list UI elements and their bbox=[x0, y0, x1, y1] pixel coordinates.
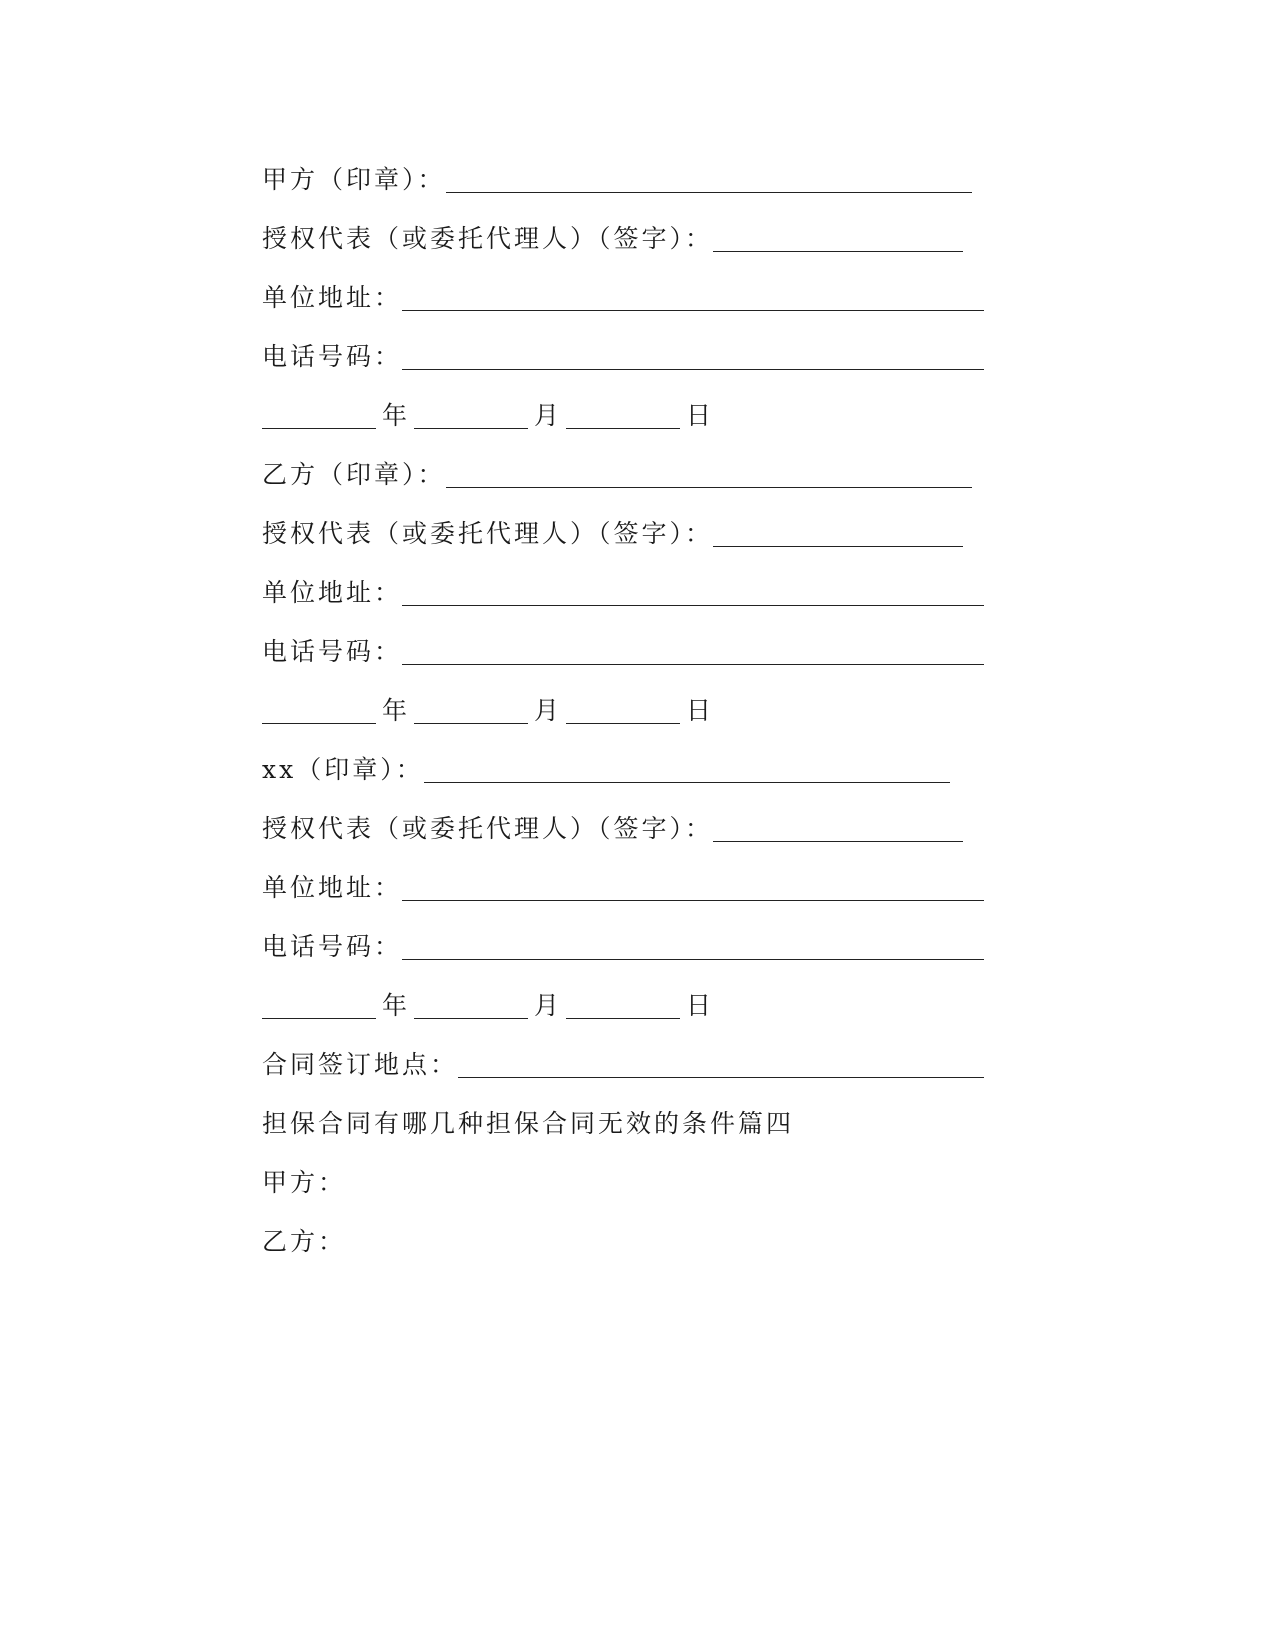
party-c-day-blank[interactable] bbox=[566, 1017, 680, 1019]
party-c-address-label: 单位地址： bbox=[262, 873, 403, 902]
party-b-year-blank[interactable] bbox=[262, 722, 376, 724]
party-a-rep-line bbox=[262, 215, 963, 255]
section-title: 担保合同有哪几种担保合同无效的条件篇四 bbox=[262, 1109, 795, 1138]
party-c-phone-label: 电话号码： bbox=[262, 932, 403, 961]
party-b-seal-label: 乙方（印章）： bbox=[262, 460, 446, 489]
party-c-day-label: 日 bbox=[686, 991, 715, 1020]
party-c-phone-line bbox=[262, 923, 984, 963]
party-b-month-label: 月 bbox=[534, 696, 563, 725]
party-b-year-label: 年 bbox=[382, 696, 411, 725]
party-a-rep-label: 授权代表（或委托代理人）（签字）： bbox=[262, 224, 714, 253]
party-c-phone-blank[interactable] bbox=[402, 958, 984, 960]
next-party-b-label: 乙方： bbox=[262, 1227, 347, 1256]
signing-place-label: 合同签订地点： bbox=[262, 1050, 459, 1079]
party-a-seal-line bbox=[262, 156, 972, 196]
party-b-address-line bbox=[262, 569, 984, 609]
party-b-seal-blank[interactable] bbox=[446, 486, 972, 488]
party-c-seal-blank[interactable] bbox=[424, 781, 950, 783]
next-party-b-line bbox=[262, 1218, 346, 1258]
party-a-address-blank[interactable] bbox=[402, 309, 984, 311]
party-b-address-label: 单位地址： bbox=[262, 578, 403, 607]
party-c-address-blank[interactable] bbox=[402, 899, 984, 901]
party-b-day-blank[interactable] bbox=[566, 722, 680, 724]
signing-place-blank[interactable] bbox=[458, 1076, 984, 1078]
party-a-phone-blank[interactable] bbox=[402, 368, 984, 370]
section-title-line bbox=[262, 1100, 794, 1140]
party-a-phone-label: 电话号码： bbox=[262, 342, 403, 371]
party-b-month-blank[interactable] bbox=[414, 722, 528, 724]
party-b-phone-blank[interactable] bbox=[402, 663, 984, 665]
party-c-year-label: 年 bbox=[382, 991, 411, 1020]
party-a-day-label: 日 bbox=[686, 401, 715, 430]
party-a-phone-line bbox=[262, 333, 984, 373]
party-a-seal-blank[interactable] bbox=[446, 191, 972, 193]
party-c-seal-label: xx（印章）： bbox=[262, 755, 424, 784]
party-a-day-blank[interactable] bbox=[566, 427, 680, 429]
party-c-seal-line bbox=[262, 746, 950, 786]
party-c-month-blank[interactable] bbox=[414, 1017, 528, 1019]
party-a-rep-blank[interactable] bbox=[713, 250, 963, 252]
party-a-year-blank[interactable] bbox=[262, 427, 376, 429]
party-b-phone-label: 电话号码： bbox=[262, 637, 403, 666]
party-a-year-label: 年 bbox=[382, 401, 411, 430]
party-c-month-label: 月 bbox=[534, 991, 563, 1020]
party-b-phone-line bbox=[262, 628, 984, 668]
party-a-address-label: 单位地址： bbox=[262, 283, 403, 312]
next-party-a-line bbox=[262, 1159, 346, 1199]
party-a-seal-label: 甲方（印章）： bbox=[262, 165, 446, 194]
party-a-address-line bbox=[262, 274, 984, 314]
party-b-day-label: 日 bbox=[686, 696, 715, 725]
party-c-rep-line bbox=[262, 805, 963, 845]
party-c-address-line bbox=[262, 864, 984, 904]
party-a-month-label: 月 bbox=[534, 401, 563, 430]
party-b-rep-blank[interactable] bbox=[713, 545, 963, 547]
party-c-date-line bbox=[262, 982, 718, 1022]
party-b-date-line bbox=[262, 687, 718, 727]
party-a-month-blank[interactable] bbox=[414, 427, 528, 429]
party-c-rep-blank[interactable] bbox=[713, 840, 963, 842]
party-c-year-blank[interactable] bbox=[262, 1017, 376, 1019]
signing-place-line bbox=[262, 1041, 984, 1081]
party-b-address-blank[interactable] bbox=[402, 604, 984, 606]
party-a-date-line bbox=[262, 392, 718, 432]
party-b-seal-line bbox=[262, 451, 972, 491]
party-c-rep-label: 授权代表（或委托代理人）（签字）： bbox=[262, 814, 714, 843]
party-b-rep-label: 授权代表（或委托代理人）（签字）： bbox=[262, 519, 714, 548]
party-b-rep-line bbox=[262, 510, 963, 550]
next-party-a-label: 甲方： bbox=[262, 1168, 347, 1197]
